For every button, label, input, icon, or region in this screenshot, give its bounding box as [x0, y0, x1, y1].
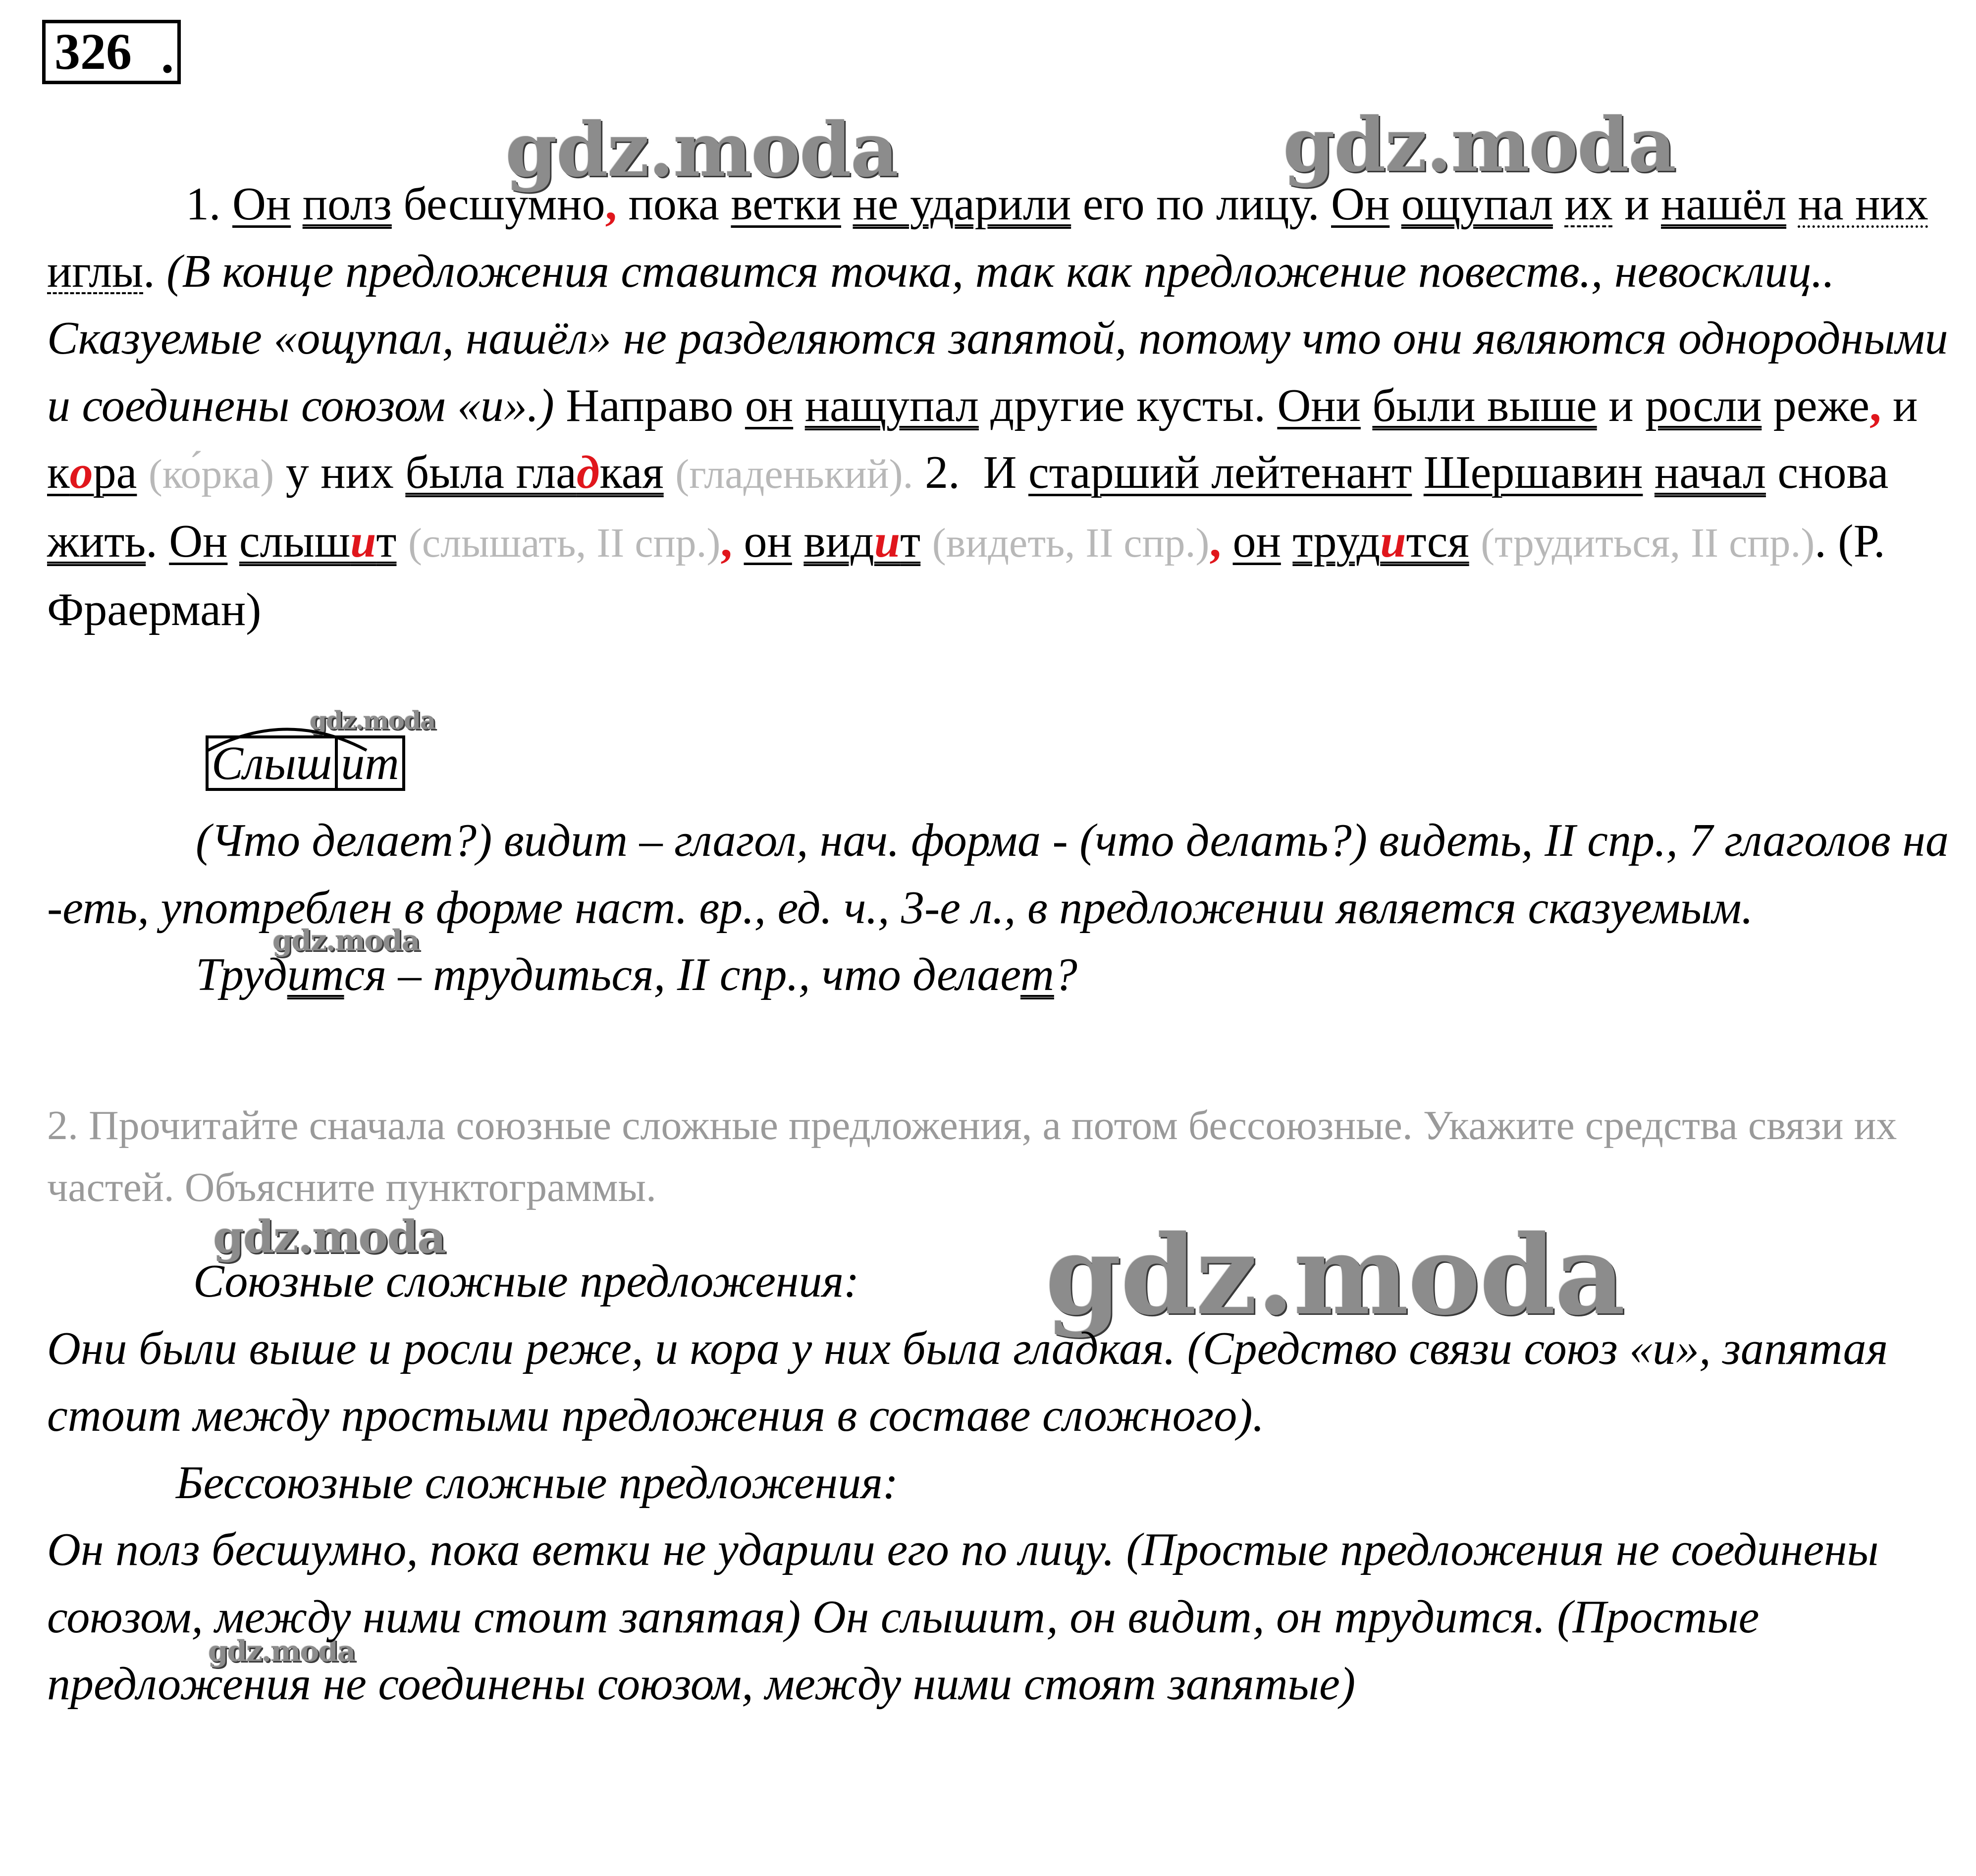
predicate: начал: [1654, 447, 1766, 498]
subject: Он: [169, 515, 228, 567]
word: и: [1624, 178, 1650, 230]
orthogram: д: [576, 447, 600, 498]
exercise-text: [47, 171, 1959, 644]
punctogram-comma: ,: [1209, 515, 1222, 567]
check-note: (слышать, II спр.): [408, 520, 721, 566]
watermark-6: gdz.moda: [1045, 1211, 1625, 1339]
object: их: [1564, 178, 1613, 230]
watermark-5: gdz.moda: [213, 1211, 445, 1263]
word: бесшумно: [403, 178, 605, 230]
watermark-2: gdz.moda: [1283, 102, 1676, 189]
subject-kora: кора: [47, 447, 137, 498]
word: пока: [628, 178, 719, 230]
check-note: (видеть, II спр.): [932, 520, 1210, 566]
adverbial: на них: [1798, 178, 1928, 230]
predicate-vidit: видит: [803, 515, 921, 567]
word: и: [1892, 379, 1918, 431]
word: .: [143, 245, 155, 297]
predicate: ощупал: [1401, 178, 1553, 230]
subject: он: [1232, 515, 1281, 567]
predicate: росли: [1645, 379, 1762, 431]
answer-nonunion-text: Он полз бесшумно, пока ветки не ударили его по лицу. (Простые предложения не соединены союзом, между ними стоит запятая) Он слышит, он видит, он трудится. (Простые предложения не соединены союзом, между ними стоят запятые): [47, 1524, 1879, 1710]
word: другие кусты.: [990, 379, 1266, 431]
check-note: (трудиться, II спр.): [1481, 520, 1815, 566]
watermark-7: gdz.moda: [208, 1634, 355, 1668]
check-word: (ко́рка): [148, 451, 274, 497]
ending: т: [1020, 949, 1054, 1000]
exercise-number: 326: [42, 20, 181, 84]
word: Направо: [566, 379, 734, 431]
object: иглы: [47, 245, 144, 297]
heading-union: Союзные сложные предложения:: [193, 1255, 859, 1307]
punctuation-comment: (В конце предложения ставится точка, так как предложение повеств., невосклиц.. Сказуемые «ощупал, нашёл» не разделяются запятой, потому что они являются однородными и соединены союзом «и».): [47, 245, 1948, 431]
word: и: [1608, 379, 1634, 431]
predicate: нашёл: [1661, 178, 1787, 230]
word-ending: ит: [335, 735, 405, 791]
watermark-4: gdz.moda: [272, 924, 420, 957]
subject: он: [744, 515, 792, 567]
heading-nonunion: Бессоюзные сложные предложения:: [176, 1457, 899, 1509]
predicate: полз: [302, 178, 392, 230]
punctogram-comma: ,: [720, 515, 733, 567]
predicate: нащупал: [804, 379, 979, 431]
predicate: были выше: [1372, 379, 1597, 431]
subject: Шершавин: [1423, 447, 1643, 498]
predicate: жить: [47, 515, 146, 567]
orthogram: и: [350, 515, 376, 567]
subject: ветки: [731, 178, 842, 230]
predicate-slyshit: слышит: [239, 515, 397, 567]
word: у них: [285, 447, 394, 498]
task-2: 2. Прочитайте сначала союзные сложные предложения, а потом бессоюзные. Укажите средства связи их частей. Объясните пунктограммы.: [47, 1102, 1897, 1210]
verb-analysis: (Что делает?) видит – глагол, нач. форма - (что делать?) видеть, II спр., 7 глаголов на -еть, употреблен в форме наст. вр., ед. ч., 3-е л., в предложении является сказуемым. Трудится – трудиться, II спр., что делает?: [47, 815, 1949, 1000]
predicate-truditsya: трудится: [1292, 515, 1469, 567]
orthogram: и: [874, 515, 901, 567]
punctogram-comma: ,: [1869, 379, 1881, 431]
watermark-1: gdz.moda: [505, 106, 898, 194]
sentence-number: 1.: [186, 178, 221, 230]
word: И: [983, 447, 1017, 498]
subject: Они: [1277, 379, 1361, 431]
author: . (Р. Фраерман): [47, 515, 1885, 635]
check-word: (гладенький).: [675, 451, 913, 497]
analysis-text: (Что делает?) видит – глагол, нач. форма - (что делать?) видеть, II спр., 7 глаголов на -еть, употреблен в форме наст. вр., ед. ч., 3-е л., в предложении является сказуемым.: [47, 815, 1949, 934]
word-stem: Слыш: [206, 735, 335, 791]
answer: [47, 1248, 1959, 1718]
word: снова: [1777, 447, 1889, 498]
subject: Он: [1331, 178, 1390, 230]
word: его по лицу.: [1082, 178, 1320, 230]
morpheme-parse: [206, 735, 405, 805]
subject: он: [745, 379, 794, 431]
word: реже: [1773, 379, 1869, 431]
orthogram: о: [69, 447, 93, 498]
word: .: [146, 515, 158, 567]
punctogram-comma: ,: [605, 178, 617, 230]
sentence-number: 2.: [925, 447, 960, 498]
exercise-number-dot: .: [161, 27, 174, 84]
watermark-3: gdz.moda: [310, 706, 435, 735]
predicate-byla-gladkaya: была гладкая: [405, 447, 664, 498]
subject: Он: [232, 178, 291, 230]
orthogram: и: [1380, 515, 1406, 567]
suffix: ит: [287, 949, 344, 1000]
answer-union-text: Они были выше и росли реже, и кора у них была гладкая. (Средство связи союз «и», запятая стоит между простыми предложения в составе сложного).: [47, 1322, 1888, 1441]
predicate: не ударили: [853, 178, 1071, 230]
subject: старший лейтенант: [1028, 447, 1412, 498]
